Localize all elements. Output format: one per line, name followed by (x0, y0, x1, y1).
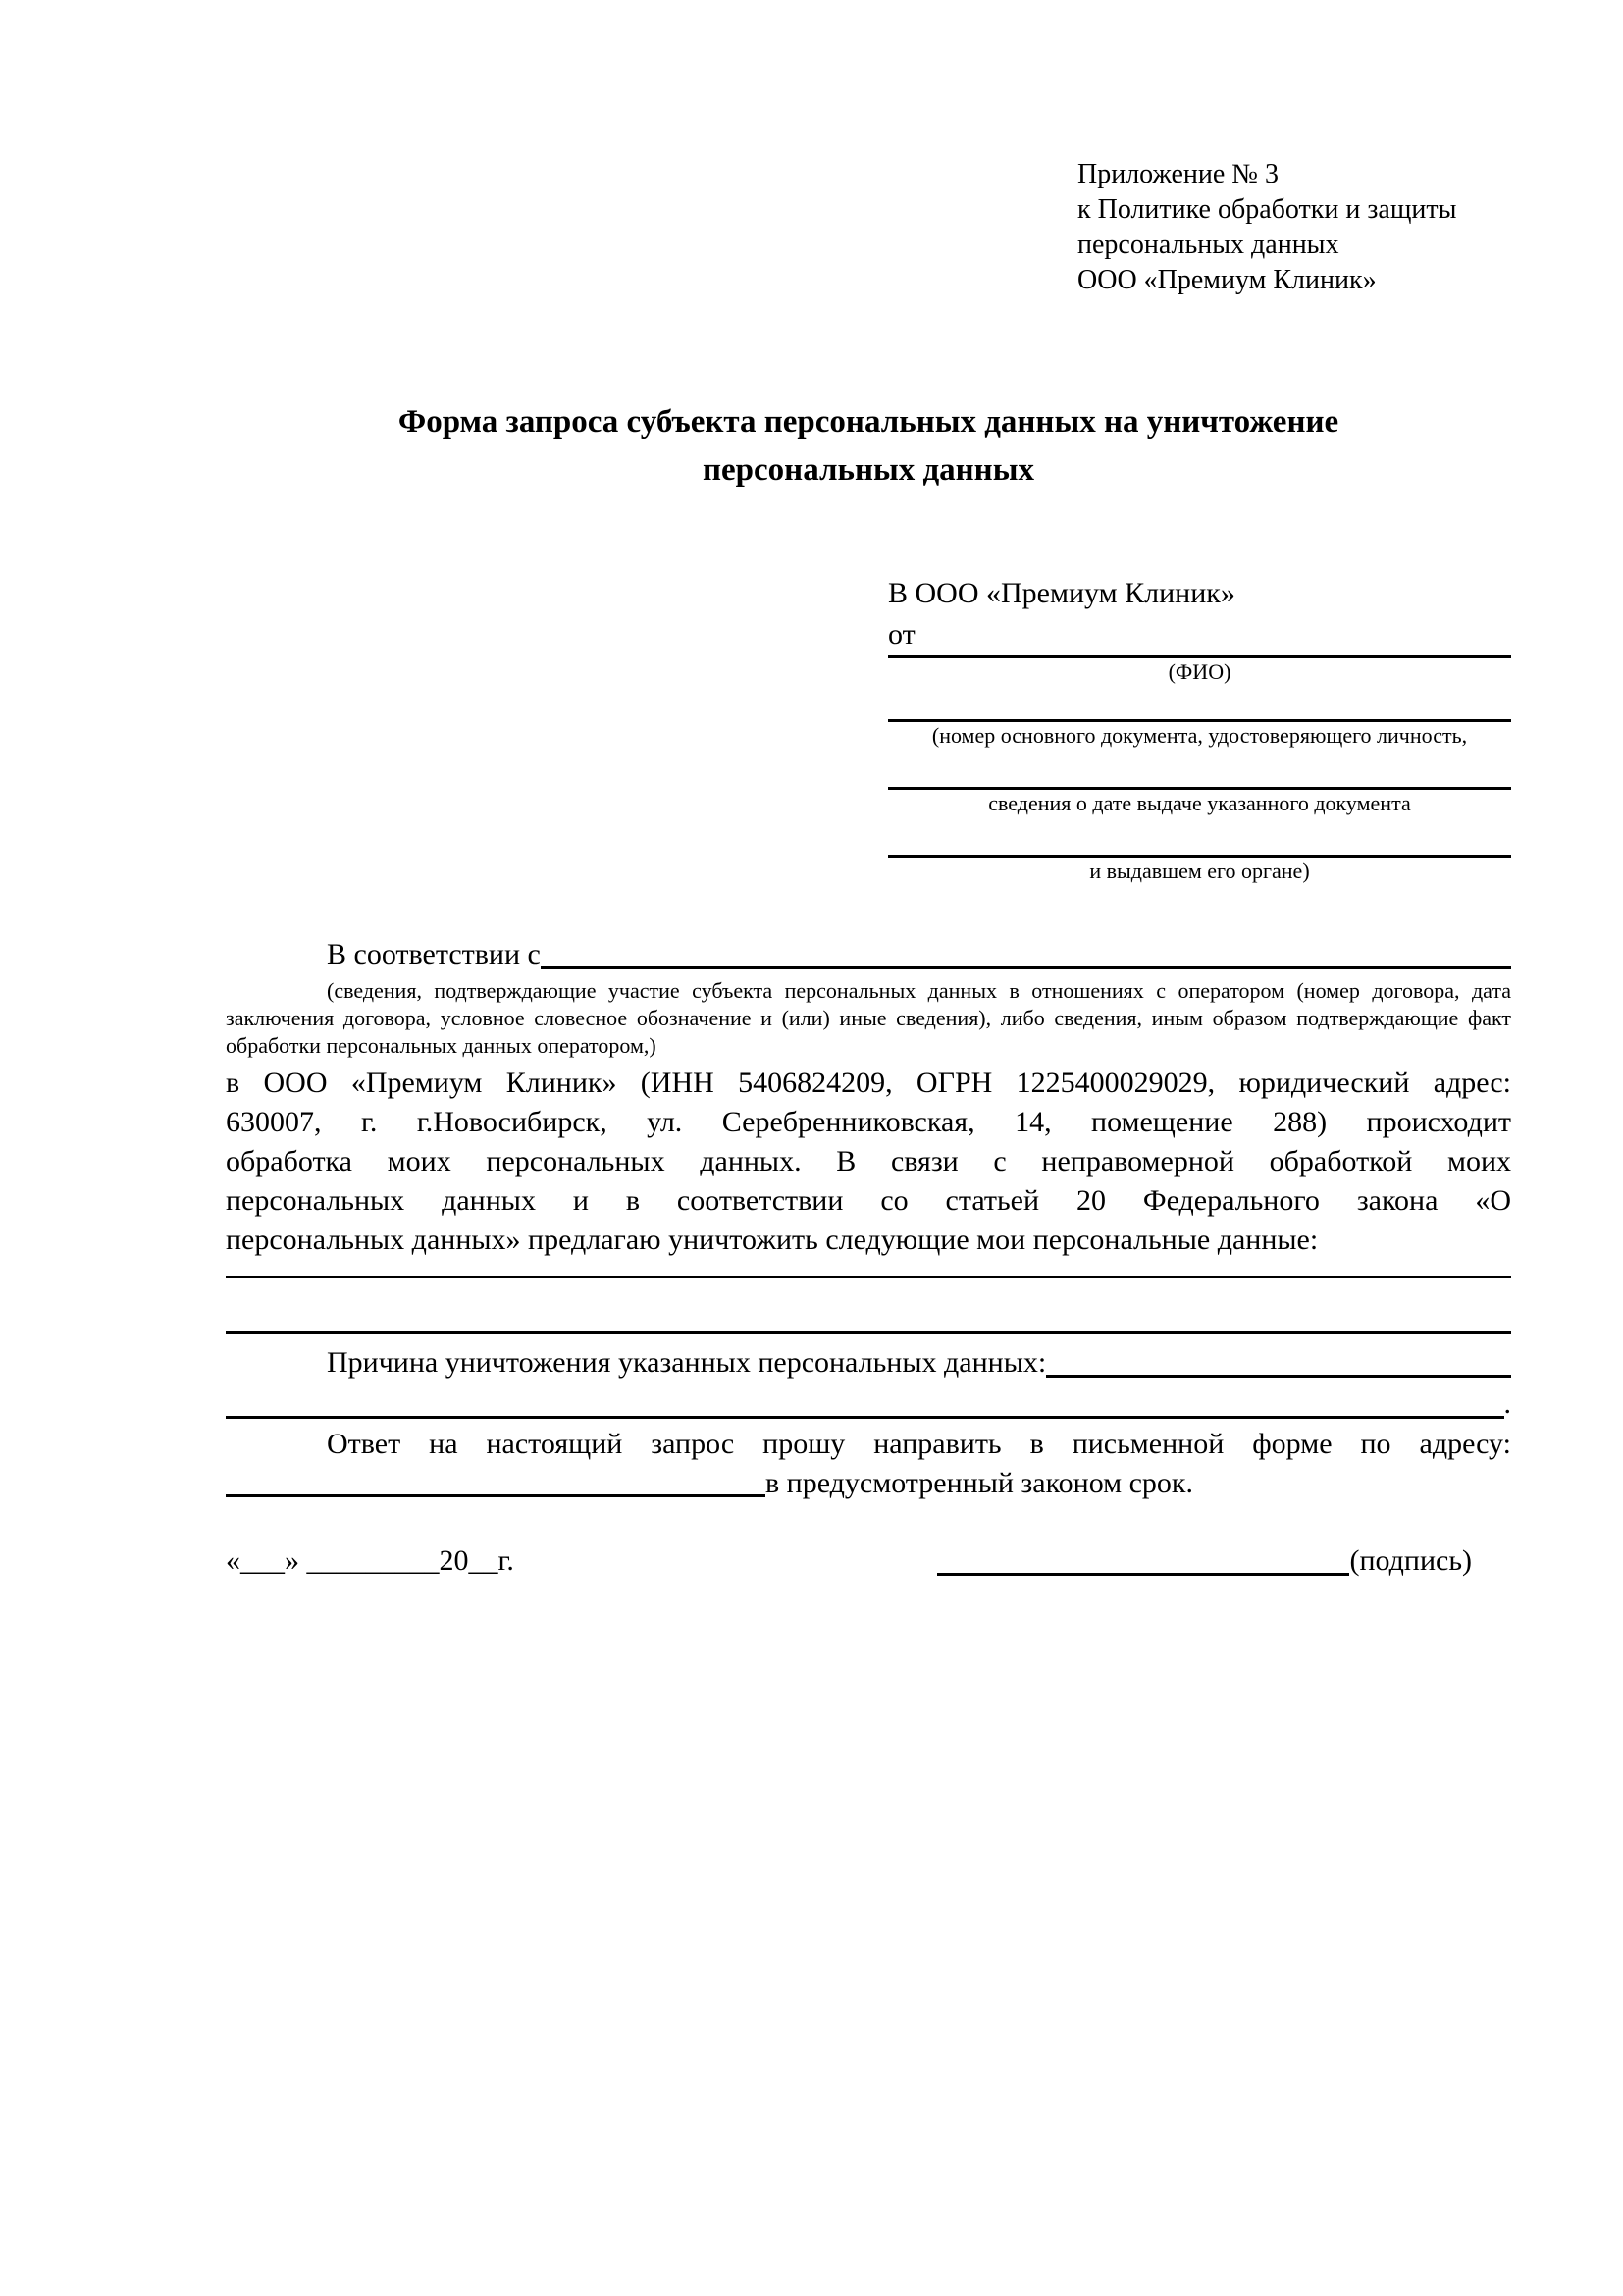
accordance-row (226, 934, 1511, 975)
data-blank-line-2 (226, 1331, 1511, 1334)
paragraph-line: в ООО «Премиум Клиник» (ИНН 5406824209, ОГРН 1225400029029, юридический адрес: (226, 1067, 1511, 1099)
paragraph-line: персональных данных и в соответствии со статьей 20 Федерального закона «О (226, 1184, 1511, 1217)
date-signature-row (226, 1540, 1472, 1582)
reason-row (226, 1342, 1511, 1383)
signature-caption: (подпись) (1349, 1544, 1472, 1577)
signature-blank-field (937, 1540, 1349, 1582)
title-line: Форма запроса субъекта персональных данных на уничтожение (397, 404, 1339, 440)
spacer (888, 750, 1511, 787)
addressee-block (888, 573, 1511, 885)
reason-blank-line (226, 1383, 1504, 1425)
paragraph-line: обработка моих персональных данных. В связи с неправомерной обработкой моих (226, 1145, 1511, 1177)
spacer (888, 686, 1511, 719)
paragraph-line: 630007, г. г.Новосибирск, ул. Серебренниковская, 14, помещение 288) происходит (226, 1106, 1511, 1138)
reason-continuation-row (226, 1383, 1511, 1425)
main-paragraph (226, 1064, 1511, 1260)
spacer (888, 817, 1511, 855)
appendix-line: персональных данных (1077, 230, 1339, 260)
fio-caption: (ФИО) (1168, 659, 1231, 684)
answer-sentence: Ответ на настоящий запрос прошу направить в письменной форме по адресу: (327, 1428, 1511, 1460)
address-blank-field (226, 1464, 765, 1503)
appendix-line: к Политике обработки и защиты (1077, 194, 1457, 225)
document-number-caption: (номер основного документа, удостоверяющего личность, (931, 723, 1468, 748)
addressee-from-label: от (888, 618, 916, 651)
fine-print-line: обработки персональных данных оператором,) (226, 1033, 656, 1058)
fine-print-block (226, 977, 1511, 1060)
data-blank-line-1 (226, 1276, 1511, 1278)
document-title (226, 398, 1511, 495)
appendix-line: ООО «Премиум Клиник» (1077, 265, 1377, 295)
paragraph-line: персональных данных» предлагаю уничтожить следующие мои персональные данные: (226, 1224, 1319, 1256)
addressee-organization: В ООО «Премиум Клиник» (888, 577, 1235, 609)
fine-print-line: (сведения, подтверждающие участие субъекта персональных данных в отношениях с оператором (номер договора, дата (327, 978, 1511, 1003)
term-row (226, 1464, 1511, 1503)
accordance-label: В соответствии с (327, 938, 541, 970)
appendix-block (1077, 157, 1511, 298)
fine-print-line: заключения договора, условное словесное обозначение и (или) иные сведения), либо сведения, иным образом подтверждающие факт (226, 1006, 1511, 1030)
date-blank-field: «___» _________20__г. (226, 1544, 514, 1577)
term-text: в предусмотренный законом срок. (765, 1467, 1193, 1499)
issuing-authority-caption: и выдавшем его органе) (1089, 859, 1310, 883)
reason-label: Причина уничтожения указанных персональных данных: (327, 1346, 1047, 1379)
trailing-period: . (1503, 1387, 1511, 1420)
reason-blank-field (1046, 1342, 1511, 1383)
appendix-line: Приложение № 3 (1077, 159, 1279, 189)
issue-date-caption: сведения о дате выдаче указанного документа (988, 791, 1411, 815)
accordance-blank-field (541, 934, 1511, 975)
title-line: персональных данных (703, 452, 1034, 488)
